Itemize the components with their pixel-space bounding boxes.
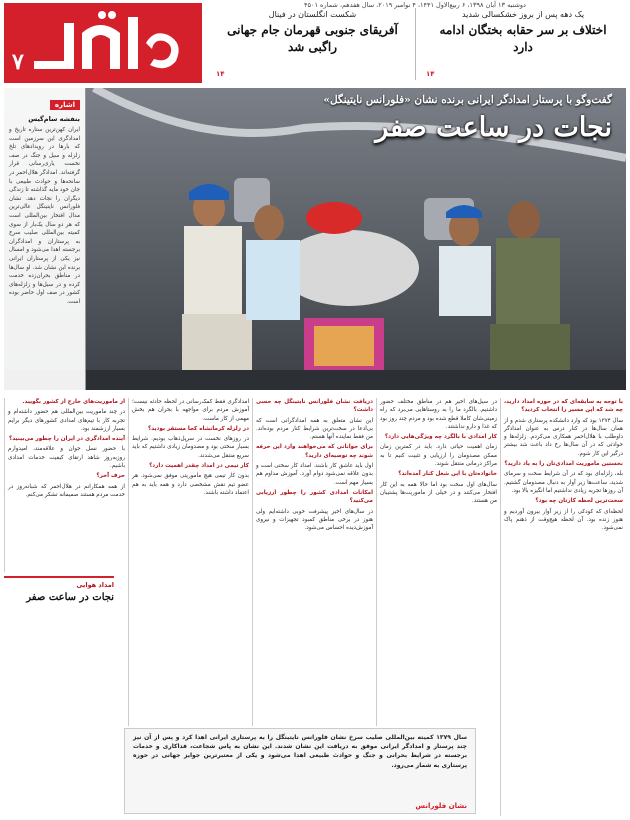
- paragraph: نخستین ماموریت امدادی‌تان را به یاد دارید؟: [504, 461, 623, 468]
- paragraph: بدون کار تیمی هیچ ماموریتی موفق نمی‌شود. هر عضو تیم نقش مشخصی دارد و همه باید به هم اعتماد داشته باشند.: [132, 473, 249, 496]
- paragraph: در زلزله کرمانشاه کجا مستقر بودید؟: [148, 425, 249, 432]
- teaser-kicker: یک دهه پس از بروز خشکسالی شدید: [461, 10, 585, 19]
- paragraph: با توجه به سابقه‌ای که در حوزه امداد دارید، چه شد که این مسیر را انتخاب کردید؟: [504, 399, 623, 414]
- hero-headline[interactable]: نجات در ساعت صفر: [375, 112, 612, 143]
- paragraph: آینده امدادگری در ایران را چطور می‌بینید؟: [9, 436, 125, 443]
- teaser-page-number: ۱۴: [216, 70, 225, 78]
- teaser-rugby[interactable]: [210, 8, 416, 80]
- fact-box: [124, 728, 476, 814]
- paragraph: دریافت نشان فلورانس نایتینگل چه حسی داشت؟: [256, 399, 373, 414]
- intro-text: ایران کهن‌ترین ستاره تاریخ و امدادگری این سرزمین است که بارها در رویدادهای تلخ زلزله و سیل و جنگ در صف نخست یاری‌رسانی قرار گرفته‌اند. امدادگر هلال‌احمر در سانحه‌ها و حوادث طبیعی با جان خود مایه گذاشته تا زندگی دیگران را نجات دهد. نشان فلورانس نایتینگل عالی‌ترین مدال افتخار بین‌المللی است که هر دو سال یک‌بار از سوی کمیته بین‌المللی صلیب سرخ به پرستاران و امدادگران برجسته اهدا می‌شود و امسال نیز یکی از پرستاران ایرانی برنده این نشان شد. او سال‌ها در مناطق بحران‌زده خدمت کرده و در سیل‌ها و زلزله‌های کشور در صف اول حاضر بوده است.: [9, 127, 80, 305]
- fact-box-label: نشان فلورانس: [415, 802, 467, 810]
- paragraph: سخت‌ترین لحظه کارتان چه بود؟: [535, 498, 623, 505]
- dateline: دوشنبه ۱۳ آبان ۱۳۹۸، ۶ ربیع‌الاول ۱۴۴۱، ۴ نوامبر ۲۰۱۹، سال هفدهم، شماره ۴۵۰۱: [304, 1, 526, 9]
- side-note-box: [4, 576, 114, 726]
- article-column-5: [4, 398, 128, 572]
- article-column-3: [252, 398, 376, 726]
- paragraph: لحظه‌ای که کودکی را از زیر آوار بیرون آوردیم و هنوز زنده بود. آن لحظه هیچ‌وقت از ذهنم پاک نمی‌شود.: [504, 508, 623, 532]
- paragraph: در سیل‌های اخیر هم در مناطق مختلف حضور داشتیم. بالگرد ما را به روستاهایی می‌برد که راه زمینی‌شان کاملا قطع شده بود و مردم چند روز بود که غذا و دارو نداشتند.: [380, 399, 497, 430]
- paragraph: امدادگری فقط کمک‌رسانی در لحظه حادثه نیست؛ آموزش مردم برای مواجهه با بحران هم بخش مهمی از کار ماست.: [132, 399, 249, 422]
- paragraph: برای جوانانی که می‌خواهند وارد این حرفه شوند چه توصیه‌ای دارید؟: [256, 444, 373, 459]
- paragraph: امکانات امدادی کشور را چطور ارزیابی می‌کنید؟: [256, 489, 373, 505]
- eshareh-intro-box: [4, 88, 86, 390]
- teaser-page-number: ۱۴: [426, 70, 435, 78]
- teaser-kicker: شکست انگلستان در فینال: [268, 10, 357, 19]
- fact-box-text: سال ۱۳۷۹ کمیته بین‌المللی صلیب سرخ نشان فلورانس نایتینگل را به پرستاری ایرانی اهدا کرد و پس از آن نیز چند پرستار و امدادگر ایرانی موفق به دریافت این نشان شدند. این نشان به پاس شجاعت، فداکاری و خدمات برجسته در شرایط بحرانی و جنگ و حوادث طبیعی اهدا می‌شود و یکی از معتبرترین جوایز جهانی در حوزه پرستاری به شمار می‌رود.: [133, 734, 467, 769]
- edition-number: ۷: [12, 49, 24, 75]
- newspaper-logo[interactable]: [4, 3, 202, 83]
- paragraph: بله، زلزله‌ای بود که در آن شرایط سخت و سرمای شدید، ساعت‌ها زیر آوار به دنبال مصدومان گشتیم. آن روزها تجربه زیادی نداشتیم اما انگیزه بالا بود.: [504, 471, 623, 494]
- side-note-title: نجات در ساعت صفر: [26, 592, 114, 603]
- teaser-headline[interactable]: اختلاف بر سر حقابه بختگان ادامه دارد: [439, 23, 607, 54]
- paragraph: این نشان متعلق به همه امدادگرانی است که بی‌ادعا در سخت‌ترین شرایط کنار مردم بوده‌اند. من فقط نماینده آنها هستم.: [256, 417, 373, 441]
- article-column-2: [376, 398, 500, 726]
- paragraph: زمان اهمیت حیاتی دارد. باید در کمترین زمان ممکن مصدومان را ارزیابی و تثبیت کنیم تا به مراکز درمانی منتقل شوند.: [380, 444, 497, 468]
- side-note-kicker: امداد هوایی: [76, 581, 114, 589]
- hero-kicker: گفت‌وگو با پرستار امدادگر ایرانی برنده نشان «فلورانس نایتینگل»: [323, 94, 612, 106]
- paragraph: کار تیمی در امداد چقدر اهمیت دارد؟: [149, 463, 249, 470]
- paragraph: از همه همکارانم در هلال‌احمر که شبانه‌روز در خدمت مردم هستند صمیمانه تشکر می‌کنم.: [8, 483, 125, 498]
- masthead: [0, 0, 630, 84]
- teaser-bakhtegan[interactable]: [420, 8, 626, 80]
- paragraph: اول باید عاشق کار باشند. امداد کار سختی است و بدون علاقه نمی‌شود دوام آورد. آموزش مداوم هم بسیار مهم است.: [256, 463, 373, 486]
- author-byline: بنفشه سام‌گیس: [28, 115, 80, 123]
- paragraph: در روزهای نخست در سرپل‌ذهاب بودیم. شرایط بسیار سختی بود و مصدومان زیادی داشتیم که باید سریع منتقل می‌شدند.: [132, 436, 249, 459]
- paragraph: حرف آخر؟: [96, 473, 125, 480]
- article-column-4: [128, 398, 252, 726]
- paragraph: سال‌های اول سخت بود اما حالا همه به این کار افتخار می‌کنند و در خیلی از ماموریت‌ها پشتیبان من هستند.: [380, 481, 497, 505]
- teaser-headline[interactable]: آفریقای جنوبی قهرمان جام جهانی راگبی شد: [227, 23, 398, 54]
- paragraph: از ماموریت‌های خارج از کشور بگویید.: [22, 399, 125, 405]
- paragraph: کار امدادی با بالگرد چه ویژگی‌هایی دارد؟: [384, 434, 497, 441]
- article-column-1: [500, 398, 626, 816]
- eshareh-label: اشاره: [50, 100, 80, 110]
- paragraph: سال ۱۳۷۴ بود که وارد دانشکده پرستاری شدم و از همان سال‌ها در کنار درس به عنوان امدادگر داوطلب با هلال‌احمر همکاری می‌کردم. زلزله‌ها و حوادثی که در آن سال‌ها رخ داد باعث شد بیشتر درگیر این کار شوم.: [504, 417, 624, 457]
- paragraph: در چند ماموریت بین‌المللی هم حضور داشته‌ام و تجربه کار با تیم‌های امدادی کشورهای دیگر برایم بسیار ارزشمند بود.: [8, 409, 125, 432]
- paragraph: با حضور نسل جوان و علاقه‌مند، امیدوارم روزبه‌روز شاهد ارتقای کیفیت خدمات امدادی باشیم.: [8, 446, 125, 470]
- logo-lettering: [4, 3, 202, 83]
- paragraph: خانواده‌تان با این شغل کنار آمده‌اند؟: [398, 471, 497, 478]
- article-columns: [4, 398, 626, 816]
- hero-photo-section[interactable]: [4, 88, 626, 390]
- paragraph: در سال‌های اخیر پیشرفت خوبی داشته‌ایم ولی هنوز در برخی مناطق کمبود تجهیزات و نیروی آموزش‌دیده احساس می‌شود.: [256, 508, 373, 532]
